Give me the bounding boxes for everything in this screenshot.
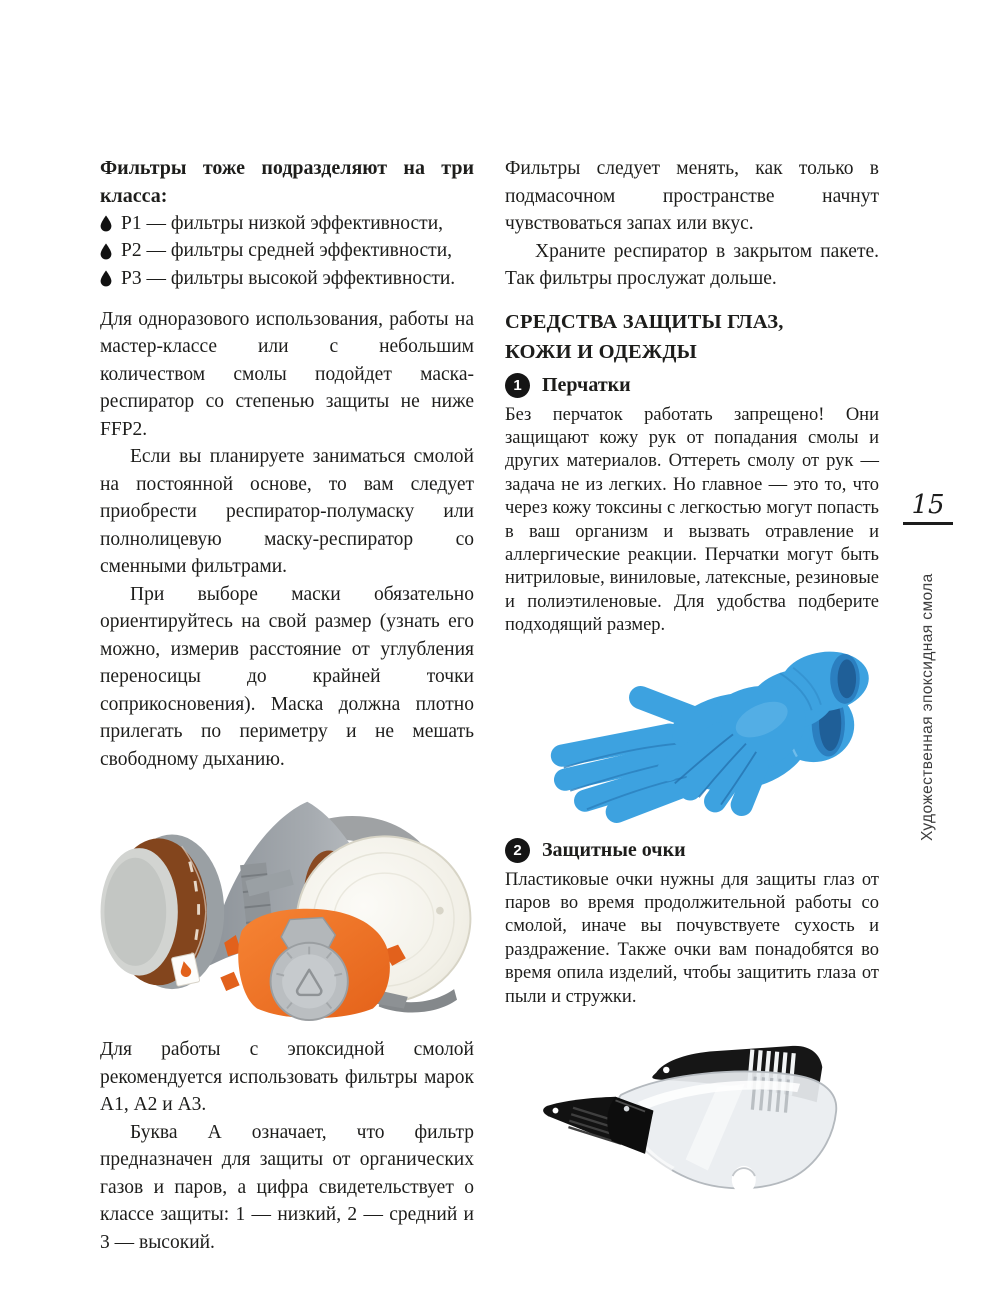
- filter-class-list: [100, 210, 474, 293]
- filter-class-item: [100, 265, 474, 293]
- item-number-badge: 1: [505, 373, 530, 398]
- book-title-vertical: Художественная эпоксидная смола: [919, 573, 936, 841]
- paragraph-gloves: Без перчаток работать запрещено! Они защищают кожу рук от попадания смолы и других материалов. Оттереть смолу от рук — задача не из легких. Но главное — это то, что через кожу токсины с легкостью могут попасть в ваш организм и вызвать отравление и аллергические реакции. Перчатки могут быть нитриловые, виниловые, латексные, резиновые и полиэтиленовые. Для удобства подберите подходящий размер.: [505, 404, 879, 636]
- item-number-badge: 2: [505, 838, 530, 863]
- safety-glasses-photo: [507, 1021, 879, 1206]
- item-glasses-title: Защитные очки: [542, 838, 686, 861]
- drop-icon: [100, 215, 112, 232]
- filter-class-text: P3 — фильтры высокой эффективности.: [121, 267, 456, 289]
- gloves-photo: [505, 640, 879, 830]
- filter-class-text: P1 — фильтры низкой эффективности,: [121, 212, 444, 234]
- paragraph-regular-use: Если вы планируете заниматься смолой на постоянной основе, то вам следует приобрести респиратор-полумаску или полнолицевую маску-респиратор со сменными фильтрами.: [100, 446, 474, 577]
- right-column: [505, 155, 879, 1206]
- filter-class-item: [100, 210, 474, 238]
- filters-classes-heading: Фильтры тоже подразделяют на три класса:: [100, 157, 474, 207]
- drop-icon: [100, 243, 112, 260]
- paragraph-filter-marks: Для работы с эпоксидной смолой рекомендуется использовать фильтры марок А1, А2 и А3.: [100, 1039, 474, 1115]
- section-heading-line2: КОЖИ И ОДЕЖДЫ: [505, 340, 698, 363]
- filter-class-text: P2 — фильтры средней эффективности,: [121, 240, 453, 262]
- left-column: [100, 155, 474, 1256]
- paragraph-letter-a: Буква А означает, что фильтр предназначен для защиты от органических газов и паров, а цифра свидетельствует о классе защиты: 1 — низкий, 2 — средний и 3 — высокий.: [100, 1121, 474, 1253]
- item-gloves-header: [505, 373, 879, 398]
- respirator-photo: [94, 765, 474, 1026]
- section-heading-line1: СРЕДСТВА ЗАЩИТЫ ГЛАЗ,: [505, 310, 784, 333]
- drop-icon: [100, 270, 112, 287]
- page-number: 15: [903, 490, 953, 525]
- paragraph-store-respirator: Храните респиратор в закрытом пакете. Так фильтры прослужат дольше.: [505, 240, 879, 289]
- paragraph-mask-size: При выборе маски обязательно ориентируйтесь на свой размер (узнать его можно, измерив расстояние от углубления переносицы до крайней точки соприкосновения). Маска должна плотно прилегать по периметру и не мешать свободному дыханию.: [100, 583, 474, 770]
- paragraph-glasses: Пластиковые очки нужны для защиты глаз от паров во время продолжительной работы со смолой, иначе вы почувствуете сухость и раздражение. Также очки вам понадобятся во время опила изделий, чтобы защитить глаза от пыли и стружки.: [505, 869, 879, 1007]
- filter-class-item: [100, 238, 474, 266]
- paragraph-disposable-use: Для одноразового использования, работы на мастер-классе или с небольшим количеством смолы подойдет маска-респиратор со степенью защиты не ниже FFP2.: [100, 308, 474, 440]
- item-glasses-header: [505, 838, 879, 863]
- item-gloves-title: Перчатки: [542, 373, 631, 396]
- paragraph-change-filters: Фильтры следует менять, как только в подмасочном пространстве начнут чувствоваться запах или вкус.: [505, 158, 879, 234]
- section-heading-protection: [505, 307, 879, 367]
